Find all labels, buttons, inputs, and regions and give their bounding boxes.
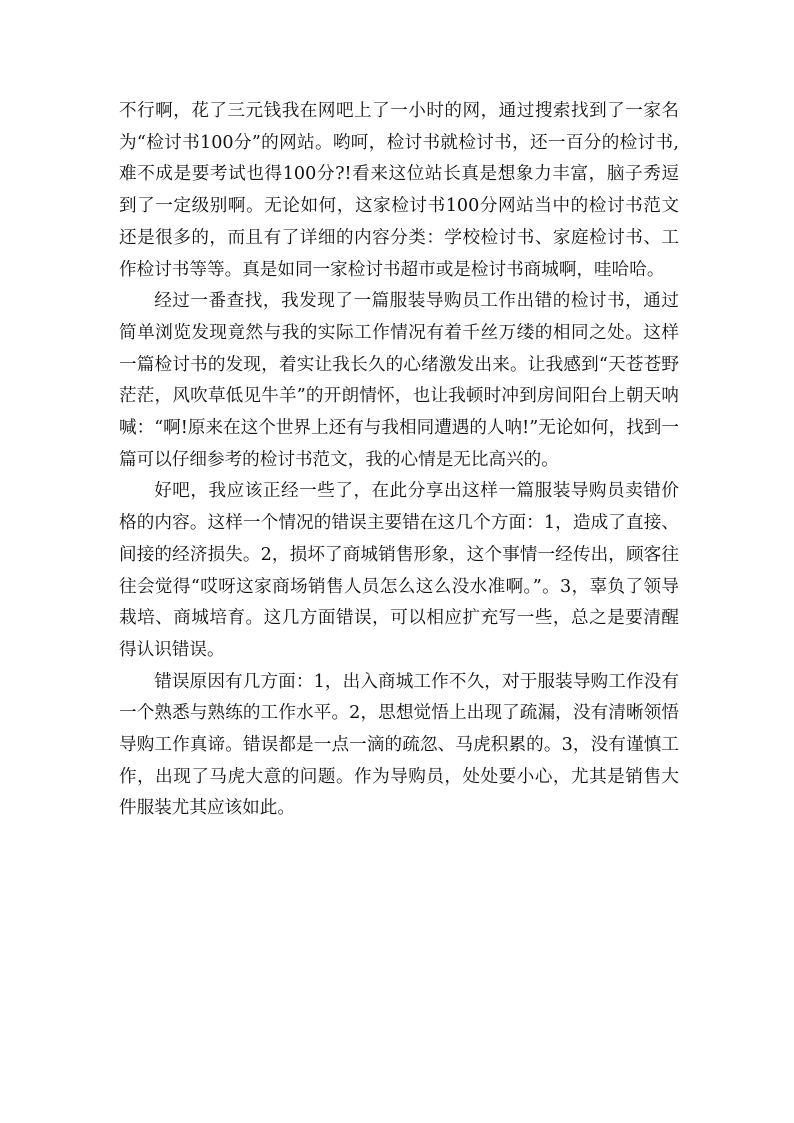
paragraph-2: 经过一番查找，我发现了一篇服装导购员工作出错的检讨书，通过简单浏览发现竟然与我的实际工作情况有着千丝万缕的相同之处。这样一篇检讨书的发现，着实让我长久的心绪激发出来。让我感到“天苍苍野茫茫，风吹草低见牛羊”的开朗情怀，也让我顿时冲到房间阳台上朝天呐喊：“啊!原来在这个世界上还有与我相同遭遇的人呐!”无论如何，找到一篇可以仔细参考的检讨书范文，我的心情是无比高兴的。 xyxy=(119,291,679,470)
paragraph-3: 好吧，我应该正经一些了，在此分享出这样一篇服装导购员卖错价格的内容。这样一个情况的错误主要错在这几个方面：1，造成了直接、间接的经济损失。2，损坏了商城销售形象，这个事情一经传出，顾客往往会觉得“哎呀这家商场销售人员怎么这么没水准啊。”。3，辜负了领导栽培、商城培育。这几方面错误，可以相应扩充写一些，总之是要清醒得认识错误。 xyxy=(119,481,679,660)
paragraph-1: 不行啊，花了三元钱我在网吧上了一小时的网，通过搜索找到了一家名为“检讨书100分”的网站。哟呵，检讨书就检讨书，还一百分的检讨书,难不成是要考试也得100分?!看来这位站长真是想象力丰富，脑子秀逗到了一定级别啊。无论如何，这家检讨书100分网站当中的检讨书范文还是很多的，而且有了详细的内容分类：学校检讨书、家庭检讨书、工作检讨书等等。真是如同一家检讨书超市或是检讨书商城啊，哇哈哈。 xyxy=(119,101,679,280)
paragraph-4: 错误原因有几方面：1，出入商城工作不久，对于服装导购工作没有一个熟悉与熟练的工作水平。2，思想觉悟上出现了疏漏，没有清晰领悟导购工作真谛。错误都是一点一滴的疏忽、马虎积累的。3，没有谨慎工作，出现了马虎大意的问题。作为导购员，处处要小心，尤其是销售大件服装尤其应该如此。 xyxy=(119,671,679,819)
document-page xyxy=(119,96,679,825)
